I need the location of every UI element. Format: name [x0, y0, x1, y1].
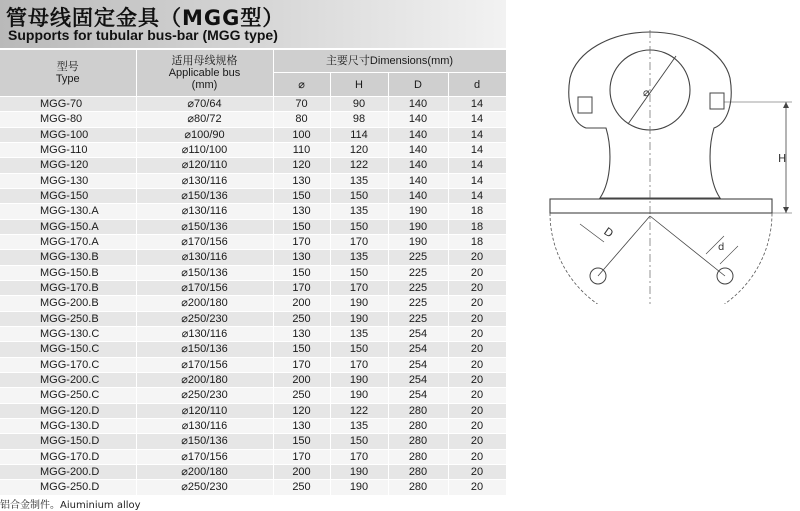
h-cell: 135 — [330, 204, 388, 219]
type-cell: MGG-70 — [0, 97, 136, 112]
small-d-cell: 14 — [448, 112, 506, 127]
small-d-cell: 20 — [448, 372, 506, 387]
bus-cell: ⌀150/136 — [136, 219, 273, 234]
type-cell: MGG-80 — [0, 112, 136, 127]
table-row — [0, 296, 506, 311]
title-band — [0, 0, 506, 48]
h-cell: 122 — [330, 403, 388, 418]
bus-cell: ⌀130/116 — [136, 204, 273, 219]
bus-cell: ⌀100/90 — [136, 127, 273, 142]
type-cell: MGG-130.A — [0, 204, 136, 219]
h-arrow-bottom — [783, 207, 789, 213]
type-cell: MGG-250.B — [0, 311, 136, 326]
big-d-cell: 190 — [388, 219, 448, 234]
dia-col-header: ⌀ — [273, 73, 330, 97]
small-d-col-header: d — [448, 73, 506, 97]
dia-cell: 130 — [273, 250, 330, 265]
type-cell: MGG-130.C — [0, 326, 136, 341]
bus-header-cn: 适用母线规格 — [171, 55, 238, 67]
small-d-cell: 20 — [448, 250, 506, 265]
table-row — [0, 342, 506, 357]
small-d-cell: 14 — [448, 97, 506, 112]
h-cell: 150 — [330, 265, 388, 280]
spec-table — [0, 50, 507, 496]
h-cell: 135 — [330, 326, 388, 341]
bus-cell: ⌀170/156 — [136, 234, 273, 249]
bus-cell: ⌀170/156 — [136, 449, 273, 464]
h-cell: 150 — [330, 219, 388, 234]
bus-cell: ⌀200/180 — [136, 296, 273, 311]
type-header-en: Type — [55, 73, 80, 85]
bus-cell: ⌀110/100 — [136, 142, 273, 157]
h-cell: 135 — [330, 250, 388, 265]
type-cell: MGG-150 — [0, 188, 136, 203]
h-cell: 114 — [330, 127, 388, 142]
table-row — [0, 234, 506, 249]
type-cell: MGG-120 — [0, 158, 136, 173]
h-cell: 170 — [330, 449, 388, 464]
type-cell: MGG-110 — [0, 142, 136, 157]
bus-cell: ⌀150/136 — [136, 342, 273, 357]
bus-cell: ⌀130/116 — [136, 250, 273, 265]
h-cell: 150 — [330, 342, 388, 357]
type-cell: MGG-120.D — [0, 403, 136, 418]
small-d-cell: 20 — [448, 280, 506, 295]
bus-cell: ⌀130/116 — [136, 173, 273, 188]
bus-cell: ⌀170/156 — [136, 357, 273, 372]
h-cell: 170 — [330, 357, 388, 372]
type-cell: MGG-130 — [0, 173, 136, 188]
dia-cell: 200 — [273, 464, 330, 479]
table-row — [0, 357, 506, 372]
small-d-cell: 20 — [448, 418, 506, 433]
dia-cell: 110 — [273, 142, 330, 157]
bus-cell: ⌀250/230 — [136, 480, 273, 495]
h-cell: 190 — [330, 464, 388, 479]
small-d-cell: 20 — [448, 342, 506, 357]
dia-cell: 130 — [273, 326, 330, 341]
spec-table-body — [0, 97, 506, 496]
small-d-cell: 14 — [448, 127, 506, 142]
small-d-cell: 14 — [448, 173, 506, 188]
dimensions-header: 主要尺寸Dimensions(mm) — [273, 50, 506, 73]
title-english: Supports for tubular bus-bar (MGG type) — [8, 27, 278, 43]
small-d-cell: 18 — [448, 204, 506, 219]
big-d-cell: 140 — [388, 158, 448, 173]
dia-cell: 170 — [273, 357, 330, 372]
dia-cell: 250 — [273, 388, 330, 403]
big-d-cell: 140 — [388, 97, 448, 112]
small-d-cell: 14 — [448, 142, 506, 157]
type-cell: MGG-200.D — [0, 464, 136, 479]
dia-cell: 80 — [273, 112, 330, 127]
type-cell: MGG-250.C — [0, 388, 136, 403]
type-header — [0, 50, 136, 97]
dia-cell: 120 — [273, 158, 330, 173]
big-d-cell: 140 — [388, 188, 448, 203]
table-row — [0, 311, 506, 326]
dia-cell: 130 — [273, 173, 330, 188]
big-d-cell: 225 — [388, 311, 448, 326]
bus-header — [136, 50, 273, 97]
type-cell: MGG-150.D — [0, 434, 136, 449]
table-row — [0, 158, 506, 173]
small-d-cell: 20 — [448, 296, 506, 311]
table-row — [0, 265, 506, 280]
type-cell: MGG-130.D — [0, 418, 136, 433]
dia-cell: 130 — [273, 204, 330, 219]
dia-cell: 250 — [273, 311, 330, 326]
table-row — [0, 112, 506, 127]
table-row — [0, 388, 506, 403]
h-cell: 98 — [330, 112, 388, 127]
diameter-line — [628, 56, 676, 124]
big-d-cell: 140 — [388, 142, 448, 157]
base-plate — [550, 199, 772, 213]
type-cell: MGG-250.D — [0, 480, 136, 495]
dia-label: ⌀ — [643, 86, 650, 99]
h-arrow-top — [783, 102, 789, 108]
big-d-cell: 140 — [388, 112, 448, 127]
dia-cell: 170 — [273, 234, 330, 249]
radial-line-1 — [598, 216, 650, 276]
h-cell: 122 — [330, 158, 388, 173]
title-chinese: 管母线固定金具（MGG型） — [6, 6, 285, 30]
type-cell: MGG-130.B — [0, 250, 136, 265]
h-cell: 190 — [330, 296, 388, 311]
table-row — [0, 97, 506, 112]
bus-cell: ⌀170/156 — [136, 280, 273, 295]
table-row — [0, 204, 506, 219]
small-d-cell: 20 — [448, 464, 506, 479]
bus-cell: ⌀120/110 — [136, 403, 273, 418]
small-d-cell: 20 — [448, 388, 506, 403]
table-row — [0, 326, 506, 341]
bus-cell: ⌀150/136 — [136, 265, 273, 280]
support-drawing — [540, 28, 798, 304]
h-cell: 135 — [330, 418, 388, 433]
h-cell: 190 — [330, 480, 388, 495]
big-d-label: D — [601, 224, 616, 241]
footnote: 铝合金制件。Aiuminium alloy — [0, 500, 141, 511]
dia-cell: 250 — [273, 480, 330, 495]
h-cell: 150 — [330, 434, 388, 449]
bus-cell: ⌀250/230 — [136, 311, 273, 326]
bus-cell: ⌀70/64 — [136, 97, 273, 112]
small-d-cell: 14 — [448, 158, 506, 173]
small-d-cell: 20 — [448, 449, 506, 464]
table-row — [0, 219, 506, 234]
big-d-cell: 225 — [388, 296, 448, 311]
big-d-cell: 254 — [388, 342, 448, 357]
dia-cell: 170 — [273, 449, 330, 464]
big-d-cell: 280 — [388, 480, 448, 495]
bus-header-unit: (mm) — [191, 79, 218, 91]
dia-cell: 170 — [273, 280, 330, 295]
dia-cell: 120 — [273, 403, 330, 418]
small-d-cell: 18 — [448, 219, 506, 234]
h-cell: 190 — [330, 388, 388, 403]
big-d-cell: 225 — [388, 280, 448, 295]
bus-cell: ⌀130/116 — [136, 418, 273, 433]
type-cell: MGG-170.C — [0, 357, 136, 372]
table-row — [0, 142, 506, 157]
h-cell: 190 — [330, 311, 388, 326]
h-cell: 170 — [330, 234, 388, 249]
big-d-cell: 280 — [388, 434, 448, 449]
big-d-cell: 225 — [388, 250, 448, 265]
table-row — [0, 188, 506, 203]
dia-cell: 150 — [273, 188, 330, 203]
big-d-cell: 254 — [388, 372, 448, 387]
small-d-cell: 20 — [448, 326, 506, 341]
big-d-cell: 254 — [388, 357, 448, 372]
bus-cell: ⌀130/116 — [136, 326, 273, 341]
table-row — [0, 250, 506, 265]
h-label: H — [778, 152, 787, 165]
big-d-cell: 190 — [388, 234, 448, 249]
dia-cell: 150 — [273, 342, 330, 357]
type-cell: MGG-150.B — [0, 265, 136, 280]
big-d-cell: 254 — [388, 326, 448, 341]
big-d-cell: 140 — [388, 173, 448, 188]
small-d-cell: 20 — [448, 480, 506, 495]
bus-cell: ⌀150/136 — [136, 188, 273, 203]
type-cell: MGG-200.B — [0, 296, 136, 311]
type-cell: MGG-100 — [0, 127, 136, 142]
bus-cell: ⌀150/136 — [136, 434, 273, 449]
h-col-header: H — [330, 73, 388, 97]
right-bolt-slot — [710, 93, 724, 109]
dia-cell: 200 — [273, 296, 330, 311]
dia-cell: 200 — [273, 372, 330, 387]
h-cell: 150 — [330, 188, 388, 203]
big-d-cell: 280 — [388, 418, 448, 433]
bus-header-en: Applicable bus — [168, 67, 241, 79]
table-row — [0, 280, 506, 295]
small-d-cell: 20 — [448, 403, 506, 418]
table-row — [0, 480, 506, 495]
big-d-cell: 190 — [388, 204, 448, 219]
bus-cell: ⌀120/110 — [136, 158, 273, 173]
big-d-cell: 140 — [388, 127, 448, 142]
table-row — [0, 418, 506, 433]
dia-cell: 150 — [273, 434, 330, 449]
h-cell: 90 — [330, 97, 388, 112]
h-cell: 170 — [330, 280, 388, 295]
table-row — [0, 372, 506, 387]
bus-cell: ⌀200/180 — [136, 464, 273, 479]
small-d-cell: 18 — [448, 234, 506, 249]
dia-cell: 100 — [273, 127, 330, 142]
small-d-cell: 20 — [448, 357, 506, 372]
type-cell: MGG-200.C — [0, 372, 136, 387]
bus-cell: ⌀250/230 — [136, 388, 273, 403]
dia-cell: 70 — [273, 97, 330, 112]
big-d-cell: 280 — [388, 449, 448, 464]
h-cell: 190 — [330, 372, 388, 387]
table-row — [0, 173, 506, 188]
big-d-cell: 280 — [388, 464, 448, 479]
big-d-cell: 254 — [388, 388, 448, 403]
big-d-cell: 280 — [388, 403, 448, 418]
type-header-cn: 型号 — [56, 61, 79, 73]
h-cell: 135 — [330, 173, 388, 188]
type-cell: MGG-150.C — [0, 342, 136, 357]
dia-cell: 130 — [273, 418, 330, 433]
big-d-cell: 225 — [388, 265, 448, 280]
type-cell: MGG-170.D — [0, 449, 136, 464]
bus-cell: ⌀200/180 — [136, 372, 273, 387]
bus-cell: ⌀80/72 — [136, 112, 273, 127]
small-d-cell: 14 — [448, 188, 506, 203]
dia-cell: 150 — [273, 265, 330, 280]
table-row — [0, 449, 506, 464]
small-d-label: d — [718, 242, 725, 253]
table-row — [0, 127, 506, 142]
h-cell: 120 — [330, 142, 388, 157]
type-cell: MGG-170.A — [0, 234, 136, 249]
table-row — [0, 403, 506, 418]
type-cell: MGG-170.B — [0, 280, 136, 295]
small-d-cell: 20 — [448, 311, 506, 326]
small-d-cell: 20 — [448, 434, 506, 449]
left-bolt-slot — [578, 97, 592, 113]
type-cell: MGG-150.A — [0, 219, 136, 234]
dia-cell: 150 — [273, 219, 330, 234]
big-d-col-header: D — [388, 73, 448, 97]
small-d-cell: 20 — [448, 265, 506, 280]
table-row — [0, 464, 506, 479]
table-row — [0, 434, 506, 449]
big-d-leader — [580, 224, 604, 242]
